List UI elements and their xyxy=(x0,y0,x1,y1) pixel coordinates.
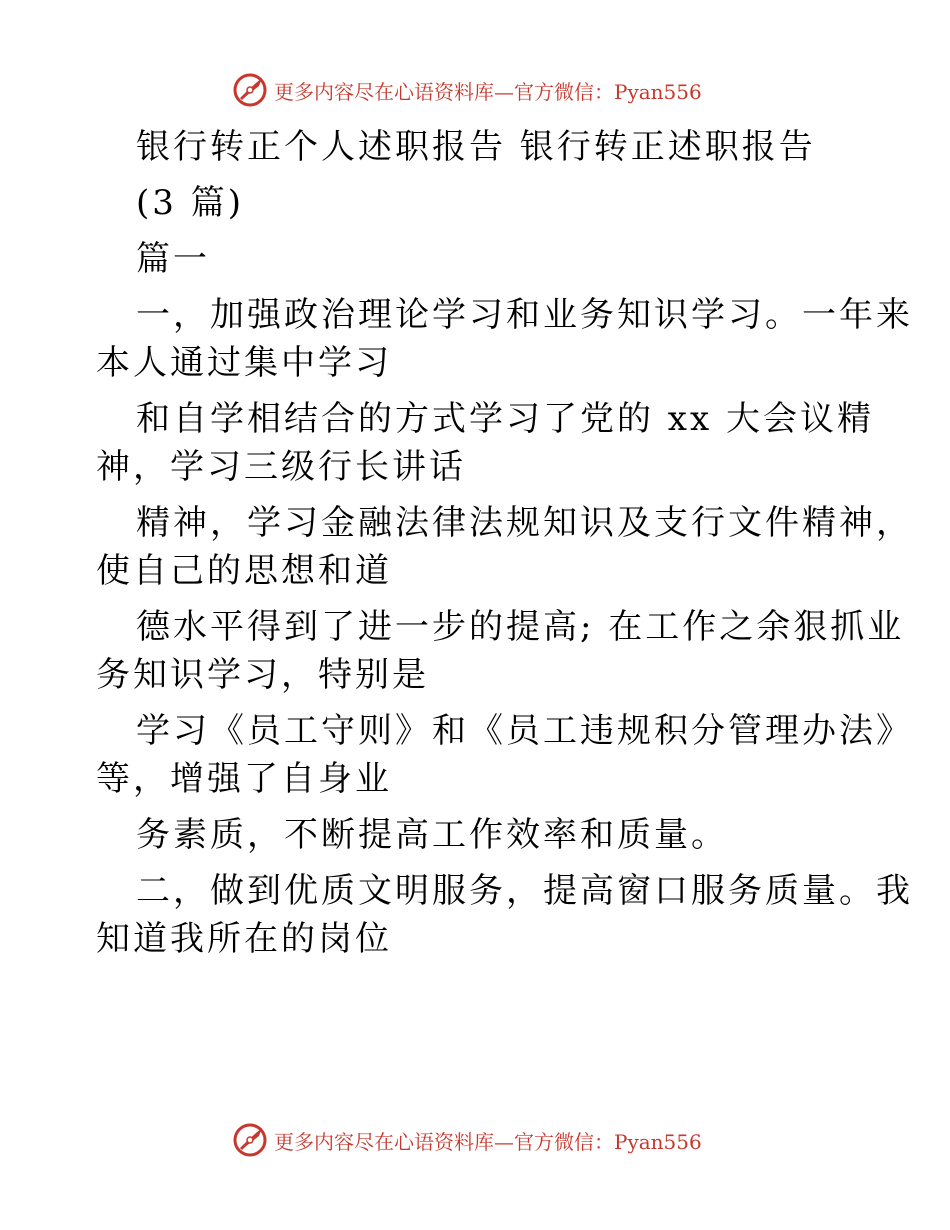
header-banner-text: 更多内容尽在心语资料库—官方微信：Pyan556 xyxy=(274,79,702,104)
paragraph-line: 使自己的思想和道 xyxy=(96,551,392,591)
document-title-line-1: 银行转正个人述职报告 银行转正述职报告 xyxy=(136,127,816,167)
paragraph-line: 务知识学习，特别是 xyxy=(96,655,429,695)
footer-banner xyxy=(232,1120,702,1160)
document-title-line-2: (3 篇) xyxy=(136,183,244,223)
paragraph-line: 学习《员工守则》和《员工违规积分管理办法》 xyxy=(136,711,913,751)
paragraph-line: 德水平得到了进一步的提高; 在工作之余狠抓业 xyxy=(136,607,905,647)
paragraph-line: 等，增强了自身业 xyxy=(96,759,392,799)
paragraph-line: 一，加强政治理论学习和业务知识学习。一年来 xyxy=(136,295,913,335)
document-body xyxy=(96,123,913,963)
paragraph-line: 和自学相结合的方式学习了党的 xx 大会议精 xyxy=(136,399,874,439)
paragraph-line: 务素质，不断提高工作效率和质量。 xyxy=(136,815,728,855)
section-heading: 篇一 xyxy=(136,239,210,279)
footer-banner-text: 更多内容尽在心语资料库—官方微信：Pyan556 xyxy=(274,1129,702,1154)
paragraph-line: 本人通过集中学习 xyxy=(96,343,392,383)
pen-nib-logo-icon xyxy=(232,72,268,108)
pen-nib-logo-icon xyxy=(232,1122,268,1158)
header-banner xyxy=(232,70,702,110)
paragraph-line: 精神，学习金融法律法规知识及支行文件精神， xyxy=(136,503,913,543)
paragraph-line: 神，学习三级行长讲话 xyxy=(96,447,466,487)
paragraph-line: 知道我所在的岗位 xyxy=(96,919,392,959)
paragraph-line: 二，做到优质文明服务，提高窗口服务质量。我 xyxy=(136,871,913,911)
